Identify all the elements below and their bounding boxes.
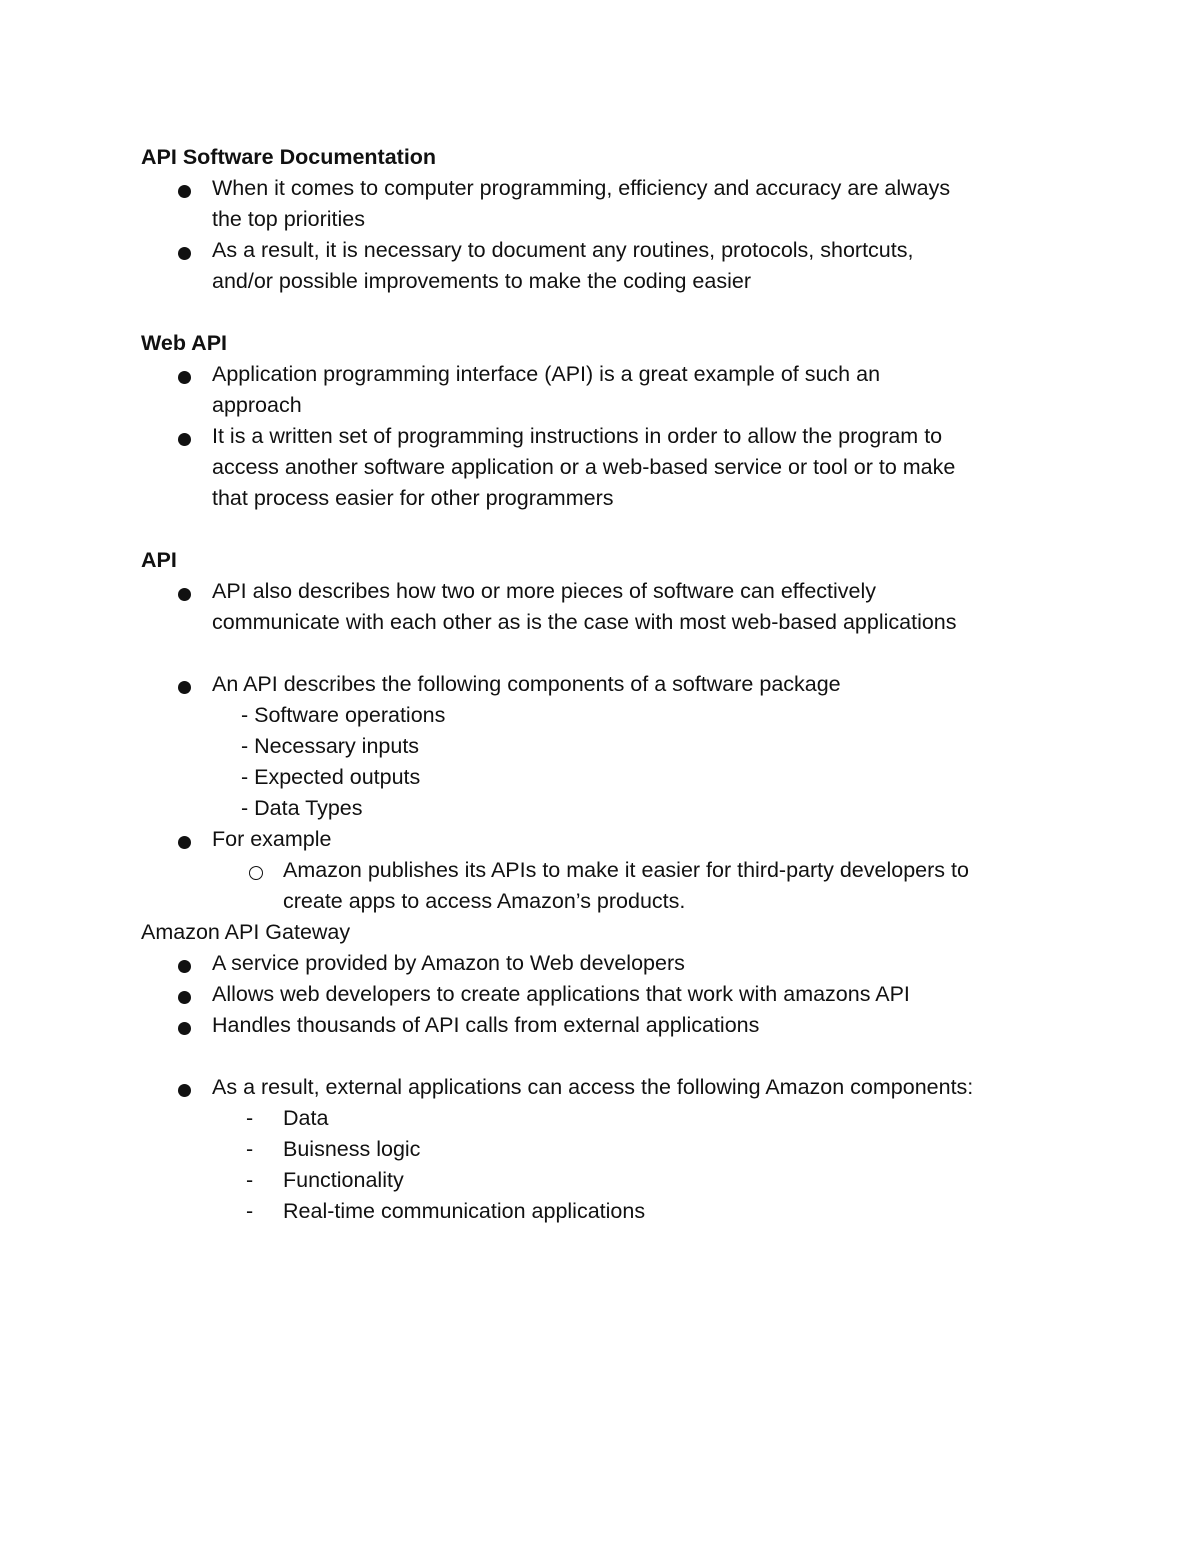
bullet-text: As a result, it is necessary to document any routines, protocols, shortcuts, bbox=[212, 238, 914, 262]
bullet-item bbox=[141, 359, 1061, 390]
bullet-continuation: communicate with each other as is the case with most web-based applications bbox=[212, 610, 957, 634]
bullet-item bbox=[141, 948, 1061, 979]
bullet-dot-icon bbox=[178, 1022, 191, 1035]
bullet-dot-icon bbox=[178, 371, 191, 384]
amazon-component-item bbox=[141, 1134, 1061, 1165]
bullet-dot-icon bbox=[178, 960, 191, 973]
bullet-item bbox=[141, 173, 1061, 204]
bullet-text: API also describes how two or more pieces of software can effectively bbox=[212, 579, 877, 603]
bullet-item bbox=[141, 235, 1061, 266]
amazon-component-text: Real-time communication applications bbox=[283, 1199, 646, 1223]
bullet-dot-icon bbox=[178, 247, 191, 260]
amazon-component-text: Functionality bbox=[283, 1168, 404, 1192]
section-heading-api: API bbox=[141, 548, 177, 572]
dash-marker: - bbox=[246, 1106, 254, 1130]
bullet-dot-icon bbox=[178, 1084, 191, 1097]
bullet-text: For example bbox=[212, 827, 332, 851]
section-heading-web-api: Web API bbox=[141, 331, 228, 355]
amazon-component-item bbox=[141, 1103, 1061, 1134]
spacer bbox=[141, 638, 1061, 669]
spacer bbox=[141, 297, 1061, 328]
bullet-dot-icon bbox=[178, 681, 191, 694]
bullet-continuation: the top priorities bbox=[212, 207, 365, 231]
bullet-item bbox=[141, 421, 1061, 452]
sub-bullet-item bbox=[141, 855, 1061, 886]
document-page bbox=[141, 142, 1061, 1227]
bullet-dot-icon bbox=[178, 991, 191, 1004]
bullet-text: A service provided by Amazon to Web developers bbox=[212, 951, 685, 975]
sub-bullet-text: Amazon publishes its APIs to make it easier for third-party developers to bbox=[283, 858, 969, 882]
component-item: - Data Types bbox=[241, 796, 363, 820]
bullet-dot-icon bbox=[178, 836, 191, 849]
amazon-component-item bbox=[141, 1165, 1061, 1196]
bullet-item bbox=[141, 1072, 1061, 1103]
sub-bullet-continuation: create apps to access Amazon’s products. bbox=[283, 889, 686, 913]
bullet-text: Application programming interface (API) is a great example of such an bbox=[212, 362, 881, 386]
spacer bbox=[141, 514, 1061, 545]
amazon-component-text: Buisness logic bbox=[283, 1137, 421, 1161]
bullet-continuation: that process easier for other programmers bbox=[212, 486, 614, 510]
bullet-item bbox=[141, 979, 1061, 1010]
amazon-component-item bbox=[141, 1196, 1061, 1227]
dash-marker: - bbox=[246, 1137, 254, 1161]
bullet-continuation: access another software application or a web-based service or tool or to make bbox=[212, 455, 956, 479]
bullet-text: Allows web developers to create applications that work with amazons API bbox=[212, 982, 910, 1006]
bullet-dot-icon bbox=[178, 185, 191, 198]
bullet-continuation: and/or possible improvements to make the coding easier bbox=[212, 269, 751, 293]
bullet-continuation: approach bbox=[212, 393, 302, 417]
amazon-component-text: Data bbox=[283, 1106, 329, 1130]
bullet-dot-icon bbox=[178, 588, 191, 601]
bullet-text: Handles thousands of API calls from external applications bbox=[212, 1013, 760, 1037]
bullet-item bbox=[141, 669, 1061, 700]
bullet-text: When it comes to computer programming, efficiency and accuracy are always bbox=[212, 176, 951, 200]
bullet-text: An API describes the following components of a software package bbox=[212, 672, 841, 696]
component-item: - Software operations bbox=[241, 703, 446, 727]
bullet-item bbox=[141, 576, 1061, 607]
spacer bbox=[141, 1041, 1061, 1072]
section-heading-api-software-documentation: API Software Documentation bbox=[141, 145, 437, 169]
bullet-text: It is a written set of programming instructions in order to allow the program to bbox=[212, 424, 943, 448]
section-heading-amazon-api-gateway: Amazon API Gateway bbox=[141, 920, 351, 944]
component-item: - Necessary inputs bbox=[241, 734, 420, 758]
bullet-dot-icon bbox=[178, 433, 191, 446]
component-item: - Expected outputs bbox=[241, 765, 421, 789]
bullet-text: As a result, external applications can access the following Amazon components: bbox=[212, 1075, 974, 1099]
dash-marker: - bbox=[246, 1199, 254, 1223]
dash-marker: - bbox=[246, 1168, 254, 1192]
bullet-item bbox=[141, 824, 1061, 855]
bullet-item bbox=[141, 1010, 1061, 1041]
hollow-circle-bullet-icon bbox=[249, 866, 263, 880]
